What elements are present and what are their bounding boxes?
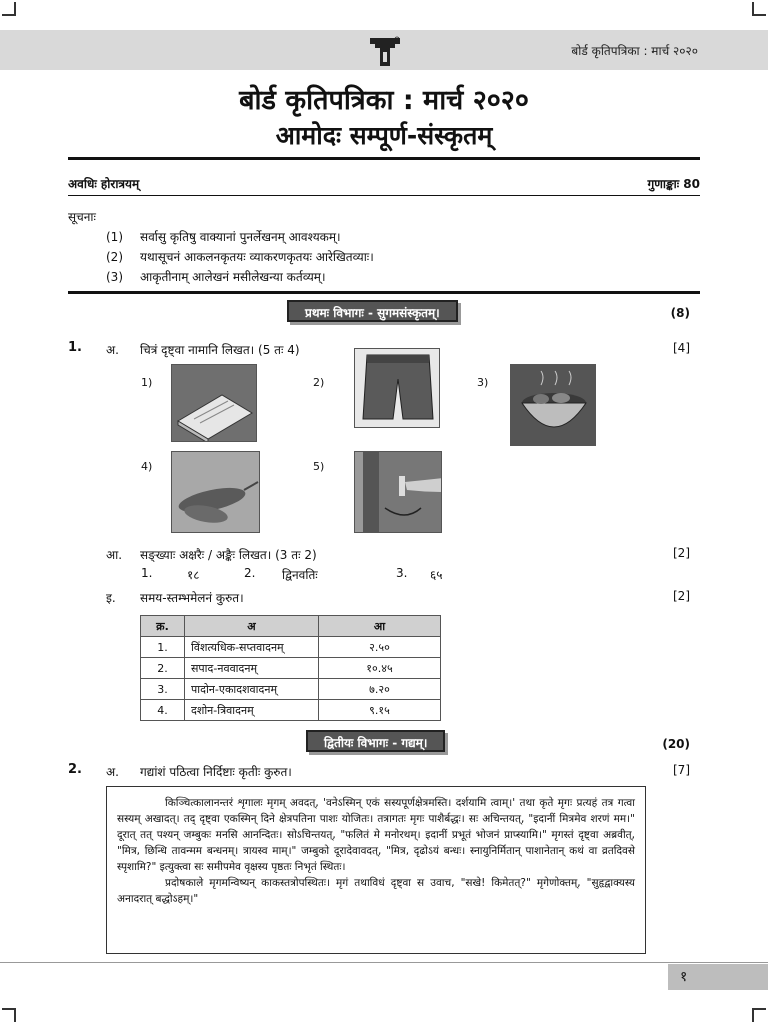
section-heading-1: प्रथमः विभागः - सुगमसंस्कृतम्। bbox=[287, 300, 458, 322]
sub-question-label: आ. bbox=[106, 548, 123, 562]
question-marks: [7] bbox=[673, 763, 690, 777]
number-item: 2. bbox=[244, 566, 256, 580]
number-value: द्विनवतिः bbox=[282, 568, 318, 582]
instruction-item: (3) आकृतीनाम् आलेखनं मसीलेखन्या कर्तव्यम्। bbox=[106, 270, 326, 284]
shorts-icon bbox=[354, 348, 440, 428]
column-header: अ bbox=[185, 616, 319, 637]
table-row bbox=[141, 679, 441, 700]
picture-label: 3) bbox=[477, 376, 489, 389]
passage-paragraph: किञ्चित्कालानन्तरं शृगालः मृगम् अवदत्, 'वनेऽस्मिन् एकं सस्यपूर्णक्षेत्रमस्ति। दर्शयामि त्वाम्।' तथा कृते मृगः प्रत्यहं तत्र गत्वा सस्यम् अखादत्। तद् दृष्ट्वा एकस्मिन् दिने क्षेत्रपतिना पाशः योजितः। तत्रागतः मृगः पाशैर्बद्धः। सः अचिन्तयत्, "इदानीं मित्रमेव शरणं मम।" दूरात् तत् पश्यन् जम्बुकः मनसि आनन्दितः। सोऽचिन्तयत्, "फलितं मे मनोरथम्। इदानीं प्रभूतं भोजनं प्राप्स्यामि।" मृगस्तं दृष्ट्वा अब्रवीत्, "मित्र, छिन्धि तावन्मम बन्धनम्। त्रायस्व माम्।" जम्बुको दूरादेवावदत्, "मित्र, दृढोऽयं बन्धः। स्नायुनिर्मितान् पाशानेतान् कथं वा व्रतदिवसे स्पृशामि?" इत्युक्त्वा सः समीपमेव वृक्षस्य पृष्ठतः निभृतं स्थितः। bbox=[117, 797, 635, 873]
question-number: 2. bbox=[68, 762, 82, 777]
column-header: आ bbox=[319, 616, 441, 637]
sub-question-label: अ. bbox=[106, 765, 119, 779]
door-handle-icon bbox=[354, 451, 442, 533]
table-cell: विंशत्यधिक-सप्तवादनम् bbox=[185, 637, 319, 658]
table-cell: २.५० bbox=[319, 637, 441, 658]
question-marks: [2] bbox=[673, 546, 690, 560]
table-cell: १०.४५ bbox=[319, 658, 441, 679]
crop-mark-top-right bbox=[752, 2, 766, 16]
sub-question-label: अ. bbox=[106, 343, 119, 357]
prose-passage bbox=[106, 786, 646, 954]
instructions-label: सूचनाः bbox=[68, 210, 96, 224]
table-cell: 2. bbox=[141, 658, 185, 679]
picture-label: 4) bbox=[141, 460, 153, 473]
table-row bbox=[141, 637, 441, 658]
table-row bbox=[141, 658, 441, 679]
question-text: समय-स्तम्भमेलनं कुरुत। bbox=[140, 591, 244, 605]
question-text: सङ्ख्याः अक्षरैः / अङ्कैः लिखत। (3 तः 2) bbox=[140, 548, 317, 562]
number-value: ६५ bbox=[430, 568, 443, 582]
table-cell: 4. bbox=[141, 700, 185, 721]
instruction-item: (1) सर्वासु कृतिषु वाक्यानां पुनर्लेखनम् आवश्यकम्। bbox=[106, 230, 341, 244]
question-marks: [4] bbox=[673, 341, 690, 355]
book-icon bbox=[171, 364, 257, 442]
section-heading-2: द्वितीयः विभागः - गद्यम्। bbox=[306, 730, 445, 752]
number-item: 3. bbox=[396, 566, 408, 580]
table-cell: सपाद-नववादनम् bbox=[185, 658, 319, 679]
question-marks: [2] bbox=[673, 589, 690, 603]
sub-question-label: इ. bbox=[106, 591, 116, 605]
footer-band bbox=[0, 962, 768, 990]
number-item: 1. bbox=[141, 566, 153, 580]
table-cell: ९.१५ bbox=[319, 700, 441, 721]
table-cell: 3. bbox=[141, 679, 185, 700]
bowl-icon bbox=[510, 364, 596, 446]
column-header: क्र. bbox=[141, 616, 185, 637]
table-header-row bbox=[141, 616, 441, 637]
question-number: 1. bbox=[68, 340, 82, 355]
question-text: चित्रं दृष्ट्वा नामानि लिखत। (5 तः 4) bbox=[140, 343, 300, 357]
picture-label: 1) bbox=[141, 376, 153, 389]
crop-mark-top-left bbox=[2, 2, 16, 16]
question-text: गद्यांशं पठित्वा निर्दिष्टाः कृतीः कुरुत। bbox=[140, 765, 292, 779]
section-marks: (8) bbox=[670, 306, 690, 320]
sweet-potato-icon bbox=[171, 451, 260, 533]
divider bbox=[68, 195, 700, 196]
total-marks-text: गुणाङ्काः 80 bbox=[647, 177, 700, 191]
publisher-logo-icon bbox=[368, 34, 402, 68]
table-cell: पादोन-एकादशवादनम् bbox=[185, 679, 319, 700]
running-title: बोर्ड कृतिपत्रिका : मार्च २०२० bbox=[571, 44, 698, 58]
page-subtitle: आमोदः सम्पूर्ण-संस्कृतम् bbox=[275, 121, 493, 150]
number-value: १८ bbox=[187, 568, 200, 582]
instruction-item: (2) यथासूचनं आकलनकृतयः व्याकरणकृतयः आरेखितव्याः। bbox=[106, 250, 374, 264]
crop-mark-bottom-left bbox=[2, 1008, 16, 1022]
section-marks: (20) bbox=[662, 737, 690, 751]
page-title: बोर्ड कृतिपत्रिका : मार्च २०२० bbox=[239, 85, 529, 116]
duration-text: अवधिः होरात्रयम् bbox=[68, 177, 140, 191]
table-row bbox=[141, 700, 441, 721]
divider bbox=[68, 157, 700, 160]
divider bbox=[68, 291, 700, 294]
table-cell: ७.२० bbox=[319, 679, 441, 700]
passage-paragraph: प्रदोषकाले मृगमन्विष्यन् काकस्तत्रोपस्थितः। मृगं तथाविधं दृष्ट्वा स उवाच, "सखे! किमेतत्?" मृगेणोक्तम्, "सुहृद्वाक्यस्य अनादरात् बद्धोऽहम्।" bbox=[117, 877, 635, 905]
table-cell: दशोन-त्रिवादनम् bbox=[185, 700, 319, 721]
matching-table bbox=[140, 615, 441, 721]
page-number: १ bbox=[668, 964, 768, 990]
picture-label: 2) bbox=[313, 376, 325, 389]
table-cell: 1. bbox=[141, 637, 185, 658]
picture-label: 5) bbox=[313, 460, 325, 473]
crop-mark-bottom-right bbox=[752, 1008, 766, 1022]
